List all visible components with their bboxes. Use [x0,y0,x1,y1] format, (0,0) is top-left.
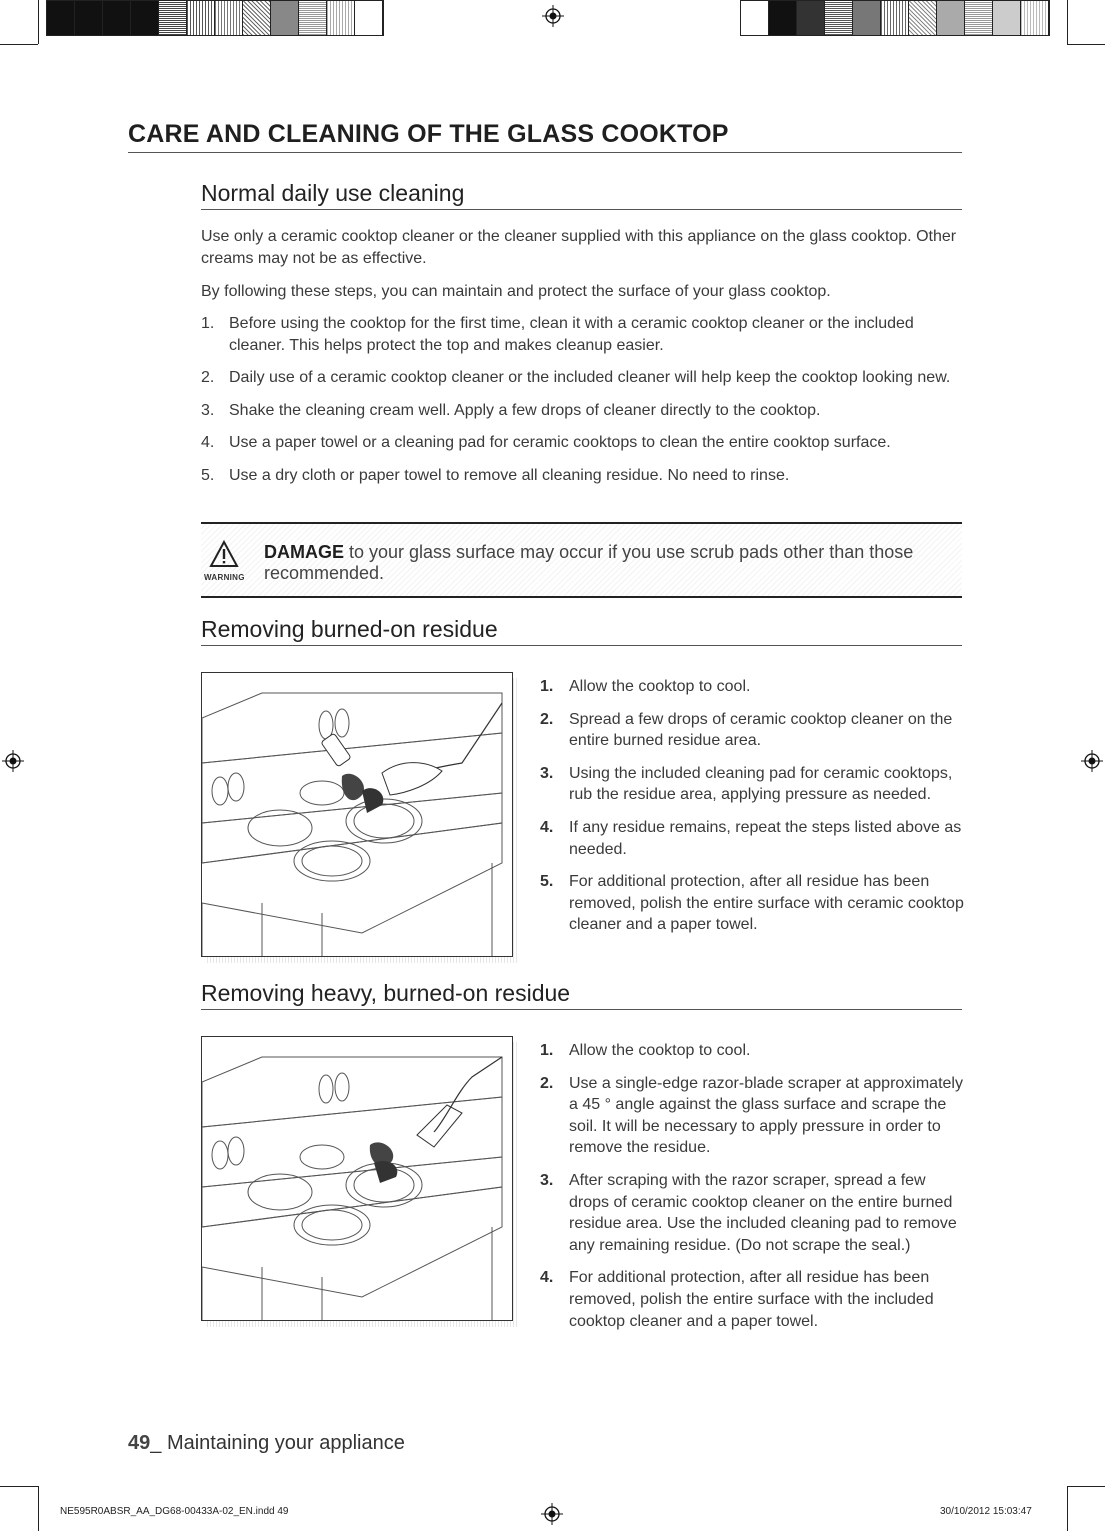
print-timestamp: 30/10/2012 15:03:47 [940,1506,1032,1517]
step-number: 2. [540,1074,554,1092]
list-item [540,817,965,860]
page-title: CARE AND CLEANING OF THE GLASS COOKTOP [128,120,962,153]
page-number: 49 [128,1432,151,1454]
step-text: Allow the cooktop to cool. [569,1042,751,1059]
crop-mark [0,1486,38,1487]
list-item [540,1267,965,1332]
section-heading-burned: Removing burned-on residue [201,616,962,646]
list-item [540,676,965,698]
crop-mark [1067,1486,1105,1487]
step-text: Using the included cleaning pad for ceramic cooktops, rub the residue area, applying pressure as needed. [569,764,953,804]
registration-mark-icon [542,5,564,27]
step-text: After scraping with the razor scraper, spread a few drops of ceramic cooktop cleaner on the entire burned residue area. Use the included cleaning pad to remove any remaining residue. (Do not scrape the seal.) [569,1171,957,1254]
page-footer [128,1432,405,1455]
list-item [201,313,961,356]
crop-mark [38,0,39,44]
list-item [201,432,961,454]
list-item [201,400,961,422]
crop-mark [1067,1486,1068,1531]
color-bar-right [740,0,1050,36]
step-text: Daily use of a ceramic cooktop cleaner or the included cleaner will help keep the cooktop looking new. [229,369,951,386]
step-text: Allow the cooktop to cool. [569,678,751,695]
crop-mark [1067,0,1068,44]
illustration-razor-scraper [201,1036,513,1321]
heavy-steps-list [540,1040,965,1343]
crop-mark [38,1486,39,1531]
crop-mark [0,44,38,45]
illustration-cleaning-pad [201,672,513,957]
step-text: For additional protection, after all residue has been removed, polish the entire surface with ceramic cooktop cleaner and a paper towel. [569,873,964,934]
file-slug: NE595R0ABSR_AA_DG68-00433A-02_EN.indd 49 [60,1506,289,1517]
step-text: Use a single-edge razor-blade scraper at approximately a 45 ° angle against the glass surface and scrape the soil. It will be necessary to apply pressure in order to remove the residue. [569,1074,963,1157]
warning-strong: DAMAGE [264,542,344,562]
list-item [540,709,965,752]
step-text: Spread a few drops of ceramic cooktop cleaner on the entire burned residue area. [569,710,953,750]
range-cleaning-illustration [202,673,512,956]
step-number: 2. [201,369,215,386]
registration-mark-icon [2,750,24,772]
step-number: 3. [540,1171,554,1189]
step-number: 1. [540,678,554,695]
warning-text [264,542,944,584]
step-number: 3. [201,401,215,419]
crop-mark [1067,44,1105,45]
step-number: 4. [201,434,215,451]
daily-lead: By following these steps, you can maintain and protect the surface of your glass cooktop. [201,283,831,300]
burned-steps-list [540,676,965,947]
step-number: 1. [201,315,215,332]
list-item [201,367,961,389]
footer-separator: _ [150,1432,167,1454]
step-number: 5. [201,466,215,484]
daily-steps-list [201,313,961,497]
range-scraper-illustration [202,1037,512,1320]
color-bar-left [46,0,384,36]
step-text: For additional protection, after all residue has been removed, polish the entire surface with the included cooktop cleaner and a paper towel. [569,1269,934,1330]
warning-caption: WARNING [204,573,245,582]
step-text: If any residue remains, repeat the steps listed above as needed. [569,818,962,858]
section-heading-daily: Normal daily use cleaning [201,180,962,210]
list-item [540,1040,965,1062]
list-item [540,763,965,806]
section-heading-heavy: Removing heavy, burned-on residue [201,980,962,1010]
warning-triangle-icon [209,540,239,568]
daily-intro: Use only a ceramic cooktop cleaner or the cleaner supplied with this appliance on the glass cooktop. Other creams may not be as effective. [201,228,957,267]
list-item [540,1170,965,1256]
step-text: Before using the cooktop for the first time, clean it with a ceramic cooktop cleaner or the included cleaner. This helps protect the top and makes cleanup easier. [229,315,914,354]
step-number: 1. [540,1042,554,1059]
step-text: Use a dry cloth or paper towel to remove all cleaning residue. No need to rinse. [229,466,790,484]
step-number: 5. [540,873,554,891]
step-text: Shake the cleaning cream well. Apply a few drops of cleaner directly to the cooktop. [229,401,821,419]
step-text: Use a paper towel or a cleaning pad for ceramic cooktops to clean the entire cooktop surface. [229,434,891,451]
footer-label: Maintaining your appliance [166,1432,405,1454]
registration-mark-icon [541,1503,563,1525]
list-item [201,465,961,487]
step-number: 4. [540,818,554,836]
step-number: 4. [540,1269,554,1287]
warning-box [201,522,962,598]
registration-mark-icon [1081,750,1103,772]
step-number: 2. [540,710,554,728]
list-item [540,1073,965,1159]
warning-body: to your glass surface may occur if you use scrub pads other than those recommended. [264,542,914,583]
step-number: 3. [540,764,554,782]
list-item [540,871,965,936]
